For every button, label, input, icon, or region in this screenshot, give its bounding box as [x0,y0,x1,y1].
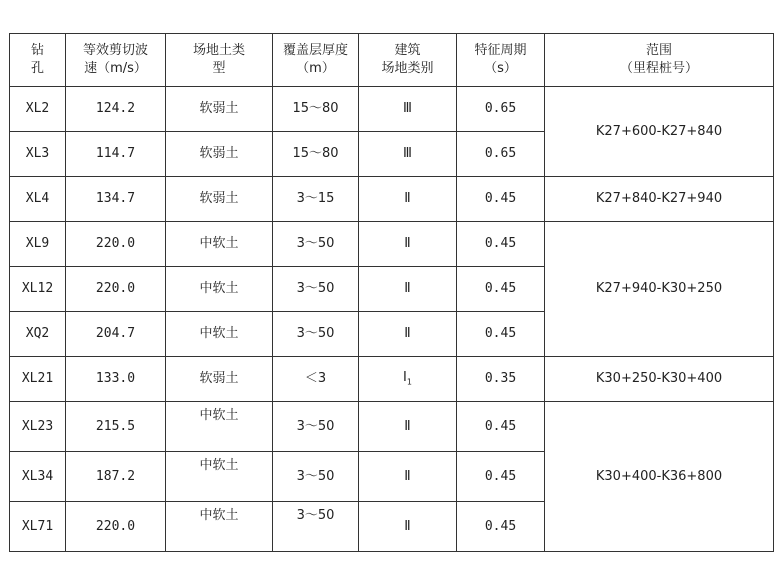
period-cell: 0.65 [457,87,545,132]
site-class-subscript: 1 [406,377,412,387]
soil-cell: 软弱土 [166,357,273,402]
site-class-cell [359,357,457,402]
site-class-cell: Ⅱ [359,452,457,502]
site-class-cell: Ⅱ [359,402,457,452]
soil-cell: 中软土 [166,402,273,452]
soil-cell: 软弱土 [166,132,273,177]
range-cell: K30+250-K30+400 [545,357,774,402]
borehole-cell: XL12 [10,267,66,312]
header-borehole: 钻 孔 [10,34,66,87]
velocity-cell: 134.7 [66,177,166,222]
thickness-cell: ＜3 [273,357,359,402]
velocity-cell: 187.2 [66,452,166,502]
header-velocity: 等效剪切波 速（m/s） [66,34,166,87]
borehole-cell: XL2 [10,87,66,132]
site-class-cell: Ⅱ [359,267,457,312]
table-row [10,402,774,452]
thickness-cell: 3～50 [273,452,359,502]
header-thickness: 覆盖层厚度 （m） [273,34,359,87]
thickness-cell: 3～50 [273,402,359,452]
site-class-value: Ⅰ [403,370,407,386]
table-row [10,177,774,222]
velocity-cell: 220.0 [66,222,166,267]
borehole-cell: XL23 [10,402,66,452]
range-cell: K27+940-K30+250 [545,222,774,357]
header-site-class: 建筑 场地类别 [359,34,457,87]
period-cell: 0.35 [457,357,545,402]
velocity-cell: 133.0 [66,357,166,402]
site-classification-table [9,33,774,552]
soil-cell: 软弱土 [166,87,273,132]
thickness-cell: 15～80 [273,87,359,132]
range-cell: K27+600-K27+840 [545,87,774,177]
soil-cell: 中软土 [166,452,273,502]
velocity-cell: 124.2 [66,87,166,132]
site-class-cell: Ⅱ [359,502,457,552]
range-cell: K27+840-K27+940 [545,177,774,222]
borehole-cell: XL3 [10,132,66,177]
period-cell: 0.45 [457,267,545,312]
period-cell: 0.45 [457,222,545,267]
soil-cell: 中软土 [166,267,273,312]
thickness-cell: 3～15 [273,177,359,222]
period-cell: 0.45 [457,452,545,502]
site-class-cell: Ⅲ [359,87,457,132]
borehole-cell: XQ2 [10,312,66,357]
borehole-cell: XL34 [10,452,66,502]
thickness-cell: 3～50 [273,267,359,312]
borehole-cell: XL9 [10,222,66,267]
thickness-cell: 15～80 [273,132,359,177]
velocity-cell: 215.5 [66,402,166,452]
thickness-cell: 3～50 [273,222,359,267]
site-class-cell: Ⅱ [359,312,457,357]
velocity-cell: 204.7 [66,312,166,357]
velocity-cell: 114.7 [66,132,166,177]
table-row [10,87,774,132]
header-soil-type: 场地土类 型 [166,34,273,87]
soil-cell: 中软土 [166,312,273,357]
header-row [10,34,774,87]
soil-cell: 中软土 [166,502,273,552]
header-period: 特征周期 （s） [457,34,545,87]
soil-cell: 软弱土 [166,177,273,222]
period-cell: 0.45 [457,312,545,357]
thickness-cell: 3～50 [273,502,359,552]
borehole-cell: XL21 [10,357,66,402]
soil-cell: 中软土 [166,222,273,267]
range-cell: K30+400-K36+800 [545,402,774,552]
site-class-cell: Ⅱ [359,222,457,267]
borehole-cell: XL4 [10,177,66,222]
velocity-cell: 220.0 [66,267,166,312]
period-cell: 0.45 [457,177,545,222]
site-class-cell: Ⅲ [359,132,457,177]
table-row [10,357,774,402]
site-class-cell: Ⅱ [359,177,457,222]
period-cell: 0.45 [457,402,545,452]
period-cell: 0.45 [457,502,545,552]
borehole-cell: XL71 [10,502,66,552]
table-row [10,222,774,267]
header-range: 范围 （里程桩号） [545,34,774,87]
period-cell: 0.65 [457,132,545,177]
velocity-cell: 220.0 [66,502,166,552]
thickness-cell: 3～50 [273,312,359,357]
